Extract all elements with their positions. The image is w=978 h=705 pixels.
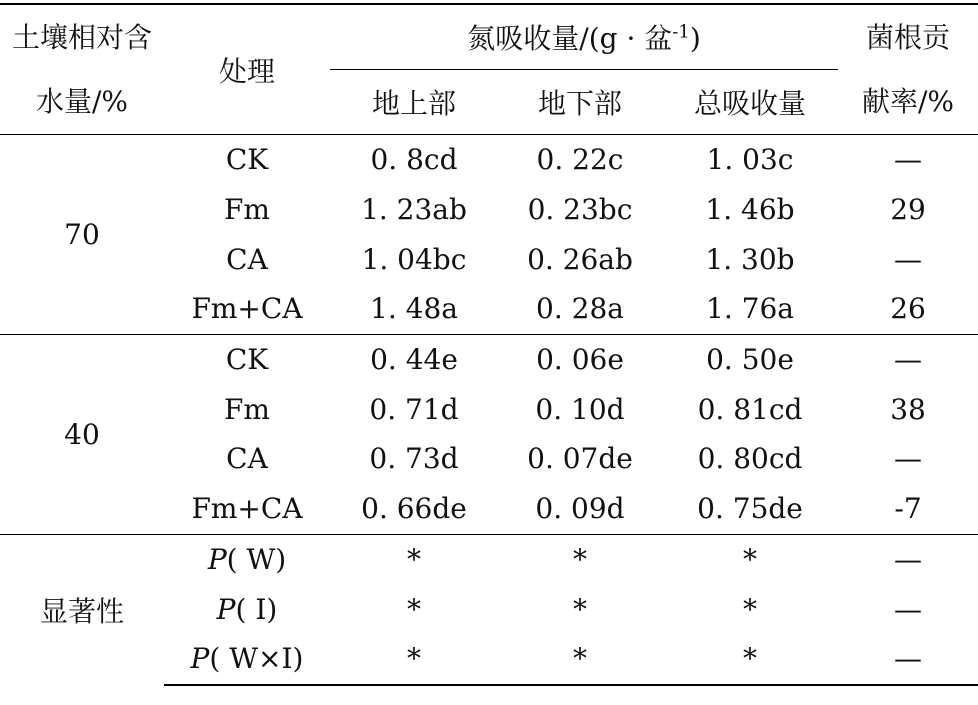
treatment-cell: Fm+CA <box>191 492 303 526</box>
treatment-cell: CA <box>226 442 268 476</box>
above-cell: 0. 8cd <box>330 135 498 185</box>
header-n-uptake <box>330 4 838 70</box>
below-cell: 0. 26ab <box>527 242 633 276</box>
treatment-cell: Fm <box>224 392 270 426</box>
above-cell: 0. 71d <box>369 392 459 426</box>
above-cell: * <box>330 634 498 685</box>
total-cell: * <box>662 634 838 685</box>
treatment-cell: CA <box>226 242 268 276</box>
below-cell: 0. 06e <box>498 334 662 384</box>
header-contribution-line2: 献率/% <box>862 84 955 118</box>
table-row <box>0 334 978 384</box>
total-cell: 0. 81cd <box>697 392 803 426</box>
p-symbol: P <box>216 592 236 626</box>
total-cell: 0. 80cd <box>697 442 803 476</box>
treatment-cell: Fm <box>224 193 270 227</box>
header-n-uptake-sup: -1 <box>672 21 690 43</box>
above-cell: 0. 73d <box>369 442 459 476</box>
treatment-cell: CK <box>164 135 330 185</box>
header-moisture-line2: 水量/% <box>35 84 129 118</box>
header-n-uptake-suffix: ) <box>689 22 701 55</box>
header-belowground: 地下部 <box>498 70 662 135</box>
contribution-cell: 26 <box>890 292 926 326</box>
p-symbol: P <box>190 642 210 676</box>
significance-label: 显著性 <box>0 534 164 685</box>
factor-text: ( W×I) <box>209 642 304 676</box>
below-cell: * <box>573 592 587 626</box>
table-row <box>0 534 978 584</box>
header-moisture-line1: 土壤相对含 <box>11 20 152 54</box>
treatment-cell: Fm+CA <box>191 292 303 326</box>
contribution-cell: -7 <box>894 492 922 526</box>
significance-factor-cell <box>164 634 330 685</box>
contribution-cell: — <box>894 242 923 276</box>
nitrogen-uptake-table <box>0 3 978 686</box>
above-cell: * <box>330 534 498 584</box>
header-total: 总吸收量 <box>662 70 838 135</box>
above-cell: * <box>407 592 421 626</box>
below-cell: 0. 07de <box>527 442 633 476</box>
table-row <box>0 135 978 185</box>
header-contribution-line1: 菌根贡 <box>866 20 951 54</box>
significance-factor-cell <box>164 534 330 584</box>
header-treatment: 处理 <box>164 4 330 135</box>
contribution-cell: — <box>838 534 978 584</box>
contribution-cell: 38 <box>890 392 926 426</box>
below-cell: 0. 28a <box>536 292 624 326</box>
total-cell: 1. 46b <box>705 193 795 227</box>
below-cell: 0. 22c <box>498 135 662 185</box>
total-cell: 1. 76a <box>706 292 794 326</box>
contribution-cell: 29 <box>890 193 926 227</box>
contribution-cell: — <box>894 442 923 476</box>
below-cell: 0. 23bc <box>527 193 633 227</box>
contribution-cell: — <box>838 334 978 384</box>
contribution-cell: — <box>894 592 923 626</box>
factor-text: ( W) <box>226 542 287 576</box>
total-cell: 0. 75de <box>697 492 803 526</box>
total-cell: * <box>662 534 838 584</box>
below-cell: * <box>498 634 662 685</box>
above-cell: 1. 23ab <box>361 193 467 227</box>
significance-factor-cell <box>164 584 330 634</box>
above-cell: 0. 66de <box>361 492 467 526</box>
factor-text: ( I) <box>235 592 278 626</box>
total-cell: 1. 30b <box>705 242 795 276</box>
contribution-cell: — <box>838 135 978 185</box>
header-n-uptake-prefix: 氮吸收量/(g · 盆 <box>467 22 673 55</box>
header-moisture <box>0 4 164 135</box>
below-cell: 0. 10d <box>535 392 625 426</box>
above-cell: 1. 48a <box>370 292 458 326</box>
total-cell: 1. 03c <box>662 135 838 185</box>
below-cell: * <box>498 534 662 584</box>
treatment-cell: CK <box>164 334 330 384</box>
p-symbol: P <box>207 542 227 576</box>
moisture-cell: 40 <box>0 334 164 534</box>
total-cell: 0. 50e <box>662 334 838 384</box>
above-cell: 1. 04bc <box>361 242 467 276</box>
below-cell: 0. 09d <box>535 492 625 526</box>
header-contribution <box>838 4 978 135</box>
moisture-cell: 70 <box>0 135 164 335</box>
contribution-cell: — <box>838 634 978 685</box>
above-cell: 0. 44e <box>330 334 498 384</box>
header-aboveground: 地上部 <box>330 70 498 135</box>
total-cell: * <box>743 592 758 626</box>
